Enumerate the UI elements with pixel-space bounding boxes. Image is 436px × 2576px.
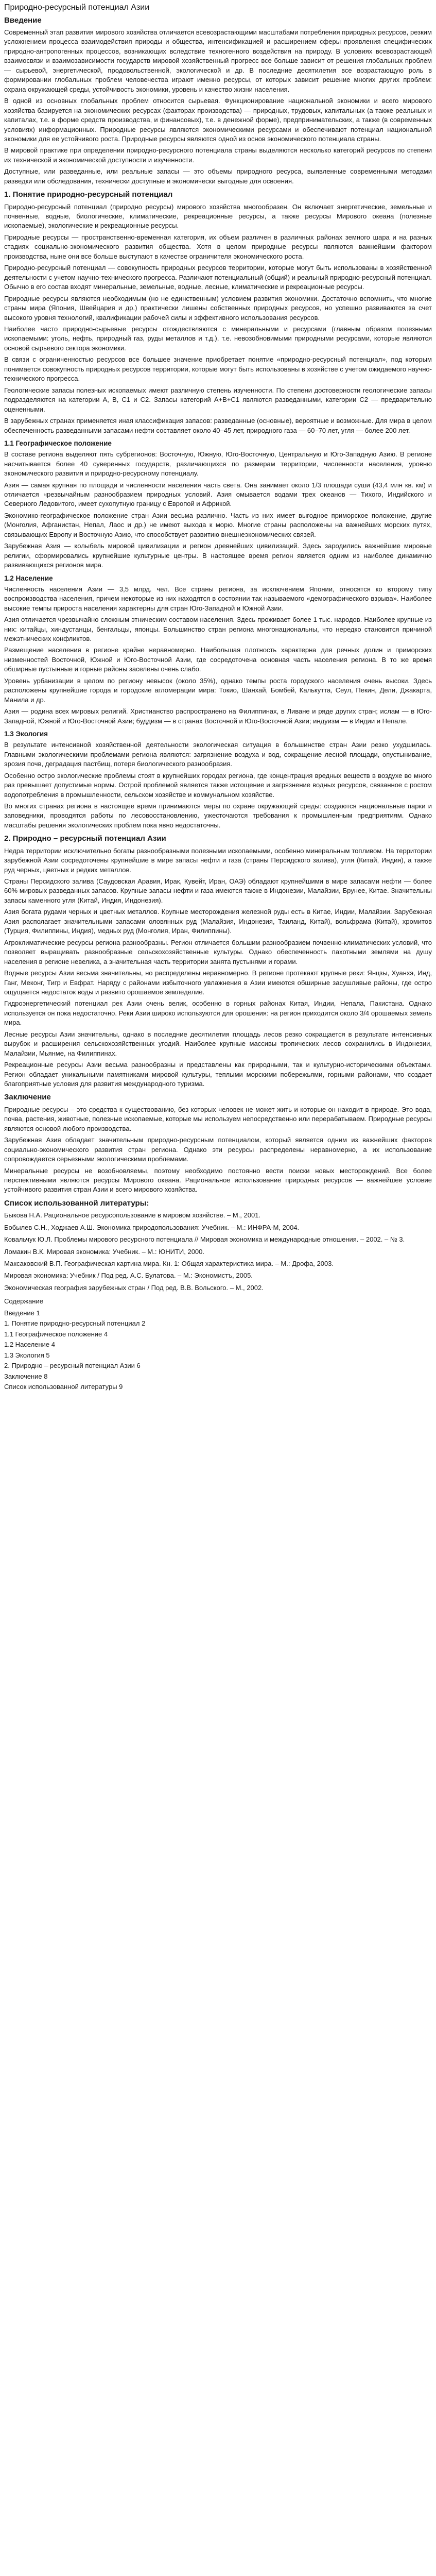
paragraph: Наиболее часто природно-сырьевые ресурсы отождествляются с минеральными и ресурсами (главным образом полезными ископаемыми: уголь, нефть, природный газ, руды металлов и т.д.), т.е. невозобновимыми природными ресурсами, которые являются основой сырьевого сектора экономики. xyxy=(4,325,432,352)
paragraph: Гидроэнергетический потенциал рек Азии очень велик, особенно в горных районах Китая, Индии, Непала, Пакистана. Однако используется он пока недостаточно. Реки Азии широко используются для орошения: на регион приходится около 3/4 орошаемых земель мира. xyxy=(4,999,432,1027)
section-1-2-body xyxy=(4,585,432,726)
toc-item[interactable]: 1.1 Географическое положение 4 xyxy=(4,1330,108,1338)
section-1 xyxy=(4,189,432,435)
section-2-body xyxy=(4,846,432,1089)
literature-heading: Список использованной литературы: xyxy=(4,1198,149,1208)
paragraph: В мировой практике при определении природно-ресурсного потенциала страны выделяются несколько категорий ресурсов по степени их технической и экономической доступности и изученности. xyxy=(4,146,432,164)
toc-heading: Содержание xyxy=(4,1297,43,1306)
paragraph: Азия отличается чрезвычайно сложным этническим составом населения. Здесь проживает более 1 тыс. народов. Наиболее крупные из них: китайцы, хиндустанцы, бенгальцы, японцы. Большинство стран региона многонациональны, что нередко становится причиной межэтнических конфликтов. xyxy=(4,616,432,642)
paragraph: Особенно остро экологические проблемы стоят в крупнейших городах региона, где концентрация вредных веществ в воздухе во много раз превышает допустимые нормы. Острой проблемой является также истощение и загрязнение водных ресурсов, связанное с ростом водопотребления в промышленности, сельском хозяйстве и коммунальном хозяйстве. xyxy=(4,771,432,799)
literature-item: Ломакин В.К. Мировая экономика: Учебник. – М.: ЮНИТИ, 2000. xyxy=(4,1247,204,1256)
literature-item: Ковальчук Ю.Л. Проблемы мирового ресурсного потенциала // Мировая экономика и международные отношения. – 2002. – № 3. xyxy=(4,1235,405,1244)
paragraph: Лесные ресурсы Азии значительны, однако в последние десятилетия площадь лесов резко сокращается в результате интенсивных вырубок и расширения сельскохозяйственных угодий. Наиболее крупные массивы тропических лесов сохранились в Индонезии, Малайзии, Мьянме, на Филиппинах. xyxy=(4,1030,432,1057)
paragraph: Страны Персидского залива (Саудовская Аравия, Ирак, Кувейт, Иран, ОАЭ) обладают крупнейшими в мире запасами нефти — более 60% мировых разведанных запасов. Крупные запасы нефти и газа имеются также в Индонезии, Малайзии, Брунее, Китае. Значительны запасы каменного угля (Китай, Индия, Индонезия). xyxy=(4,877,432,904)
paragraph: Уровень урбанизации в целом по региону невысок (около 35%), однако темпы роста городского населения очень высоки. Здесь расположены крупнейшие города и городские агломерации мира: Токио, Шанхай, Бомбей, Калькутта, Сеул, Пекин, Дели, Джакарта, Манила и др. xyxy=(4,676,432,704)
paragraph: Во многих странах региона в настоящее время принимаются меры по охране окружающей среды: создаются национальные парки и заповедники, проводятся работы по лесовосстановлению, ужесточаются требования к промышленным предприятиям. Однако масштабы решения экологических проблем пока явно недостаточны. xyxy=(4,802,432,829)
conclusion-body xyxy=(4,1105,432,1195)
paragraph: Агроклиматические ресурсы региона разнообразны. Регион отличается большим разнообразием почвенно-климатических условий, что позволяет выращивать разнообразные сельскохозяйственные культуры. Однако обеспеченность пахотными землями на душу населения в регионе невелика, а значительная часть территории занята пустынями и горами. xyxy=(4,938,432,965)
page-title: Природно-ресурсный потенциал Азии xyxy=(4,3,150,12)
toc-item[interactable]: Введение 1 xyxy=(4,1309,40,1317)
toc-item[interactable]: 1.2 Население 4 xyxy=(4,1341,55,1349)
paragraph: Минеральные ресурсы не возобновляемы, поэтому необходимо постоянно вести поиски новых месторождений. Все более перспективными являются ресурсы Мирового океана. Рациональное использование природных ресурсов — важнейшее условие устойчивого развития стран Азии и всего мирового хозяйства. xyxy=(4,1166,432,1194)
section-2-heading: 2. Природно – ресурсный потенциал Азии xyxy=(4,834,166,843)
toc-item[interactable]: 2. Природно – ресурсный потенциал Азии 6 xyxy=(4,1362,141,1370)
conclusion-section xyxy=(4,1092,432,1194)
toc-item[interactable]: Список использованной литературы 9 xyxy=(4,1382,123,1391)
paragraph: Природные ресурсы являются необходимым (но не единственным) условием развития экономики. Достаточно вспомнить, что многие страны мира (Япония, Швейцария и др.) практически лишены собственных природных ресурсов, но успешно развиваются за счет высокого уровня технологий, квалификации рабочей силы и эффективного использования ресурсов. xyxy=(4,294,432,321)
literature-section xyxy=(4,1198,432,1293)
section-1-heading: 1. Понятие природно-ресурсный потенциал xyxy=(4,190,173,199)
paragraph: Азия — самая крупная по площади и численности населения часть света. Она занимает около 1/3 площади суши (43,4 млн кв. км) и отличается чрезвычайным разнообразием природных условий. Азия омывается водами трех океанов — Тихого, Индийского и Северного Ледовитого, имеет сухопутную границу с Европой и Африкой. xyxy=(4,481,432,508)
literature-item: Экономическая география зарубежных стран / Под ред. В.В. Вольского. – М., 2002. xyxy=(4,1283,264,1292)
paragraph: Природно-ресурсный потенциал — совокупность природных ресурсов территории, которые могут быть использованы в хозяйственной деятельности с учетом научно-технического прогресса. Различают потенциальный (общий) и реальный природно-ресурсный потенциал. Обычно в его состав входят минеральные, земельные, водные, лесные, климатические и рекреационные ресурсы. xyxy=(4,264,432,291)
section-1-body xyxy=(4,202,432,435)
paragraph: Размещение населения в регионе крайне неравномерно. Наибольшая плотность характерна для речных долин и приморских низменностей Восточной, Южной и Юго-Восточной Азии, где сосредоточена основная часть населения региона. В то же время обширные пустынные и горные районы заселены очень слабо. xyxy=(4,646,432,673)
section-1-3-body xyxy=(4,740,432,830)
toc-list[interactable] xyxy=(4,1309,432,1392)
conclusion-heading: Заключение xyxy=(4,1093,51,1102)
literature-list xyxy=(4,1211,432,1293)
toc-item[interactable]: Заключение 8 xyxy=(4,1372,48,1380)
paragraph: Доступные, или разведанные, или реальные запасы — это объемы природного ресурса, выявленные современными методами разведки или обследования, технически доступные и экономически выгодные для освоения. xyxy=(4,167,432,185)
section-1-2-heading: 1.2 Население xyxy=(4,574,53,582)
section-1-1 xyxy=(4,438,432,570)
paragraph: Водные ресурсы Азии весьма значительны, но распределены неравномерно. В регионе протекают крупные реки: Янцзы, Хуанхэ, Инд, Ганг, Меконг, Тигр и Евфрат. Наряду с районами избыточного увлажнения в Азии имеются обширные засушливые районы, где остро ощущается недостаток воды и развито орошаемое земледелие. xyxy=(4,969,432,996)
section-2 xyxy=(4,833,432,1089)
paragraph: Природные ресурсы – это средства к существованию, без которых человек не может жить и которые он находит в природе. Это вода, почва, растения, животные, полезные ископаемые, которые мы используем непосредственно или перерабатываем. Природные ресурсы являются основой любого производства. xyxy=(4,1105,432,1132)
section-1-1-heading: 1.1 Географическое положение xyxy=(4,439,112,447)
paragraph: Азия богата рудами черных и цветных металлов. Крупные месторождения железной руды есть в Китае, Индии, Малайзии. Зарубежная Азия располагает значительными запасами оловянных руд (Малайзия, Индонезия, Таиланд, Китай), вольфрама (Китай), хромитов (Турция, Филиппины, Индия), медных руд (Монголия, Иран, Филиппины). xyxy=(4,908,432,935)
paragraph: Геологические запасы полезных ископаемых имеют различную степень изученности. По степени достоверности геологические запасы подразделяются на категории A, B, C1 и C2. Запасы категорий A+B+C1 являются разведанными, категории C2 — предварительно оцененными. xyxy=(4,386,432,413)
paragraph: Численность населения Азии — 3,5 млрд. чел. Все страны региона, за исключением Японии, относятся ко второму типу воспроизводства населения, причем некоторые из них находятся в состоянии так называемого «демографического взрыва». Наиболее высокие темпы прироста населения характерны для стран Юго-Западной и Южной Азии. xyxy=(4,585,432,612)
paragraph: В результате интенсивной хозяйственной деятельности экологическая ситуация в большинстве стран Азии резко ухудшилась. Главными экологическими проблемами региона являются: загрязнение воздуха и вод, сокращение лесной площади, опустынивание, эрозия почв, деградация пастбищ, потеря биологического разнообразия. xyxy=(4,741,432,768)
section-1-1-body xyxy=(4,450,432,570)
section-1-2 xyxy=(4,573,432,726)
intro-section xyxy=(4,15,432,187)
section-1-3-heading: 1.3 Экология xyxy=(4,730,48,738)
paragraph: Рекреационные ресурсы Азии весьма разнообразны и представлены как природными, так и культурно-историческими объектами. Регион обладает уникальными памятниками мировой культуры, теплыми морскими побережьями, горными районами, что создает благоприятные условия для развития международного туризма. xyxy=(4,1061,432,1088)
paragraph: Природные ресурсы — пространственно-временная категория, их объем различен в различных районах земного шара и на разных стадиях социально-экономического развития общества. Хотя в целом природные ресурсы являются важнейшим фактором производства, ныне они все больше выступают в качестве ограничителя экономического роста. xyxy=(4,233,432,260)
paragraph: В связи с ограниченностью ресурсов все большее значение приобретает понятие «природно-ресурсный потенциал», под которым понимается совокупность природных ресурсов территории, которые могут быть использованы в хозяйстве с учетом ожидаемого научно-технического прогресса. xyxy=(4,355,432,383)
intro-body xyxy=(4,28,432,186)
literature-item: Мировая экономика: Учебник / Под ред. А.С. Булатова. – М.: Экономистъ, 2005. xyxy=(4,1272,253,1280)
paragraph: Азия — родина всех мировых религий. Христианство распространено на Филиппинах, в Ливане и ряде других стран; ислам — в Юго-Западной, Южной и Юго-Восточной Азии; буддизм — в странах Восточной и Юго-Восточной Азии; индуизм — в Индии и Непале. xyxy=(4,707,432,725)
paragraph: Современный этап развития мирового хозяйства отличается всевозрастающими масштабами потребления природных ресурсов, резким усложнением процесса взаимодействия природы и общества, интенсификацией и расширением сферы проявления специфических природно-антропогенных процессов, возникающих вследствие техногенного воздействия на природу. В условиях всевозрастающей взаимосвязи и взаимозависимости государств мировой хозяйственный прогресс все больше зависит от решения глобальных проблем — сырьевой, энергетической, продовольственной, экологической и др. В последние десятилетия все возрастающую роль в формировании глобальных проблем человечества играют именно ресурсы, от которых зависит решение многих других проблем: охрана окружающей среды, устойчивость экономики, уровень и качество жизни населения. xyxy=(4,28,432,93)
toc-item[interactable]: 1. Понятие природно-ресурсный потенциал 2 xyxy=(4,1319,146,1328)
intro-heading: Введение xyxy=(4,15,42,25)
paragraph: Зарубежная Азия обладает значительным природно-ресурсным потенциалом, который является одним из важнейших факторов социально-экономического развития стран региона. Однако эти ресурсы распределены неравномерно, а их использование сопровождается серьезными экологическими проблемами. xyxy=(4,1136,432,1163)
paragraph: В зарубежных странах применяется иная классификация запасов: разведанные (основные), вероятные и возможные. Для мира в целом обеспеченность разведанными запасами нефти составляет около 40–45 лет, природного газа — 60–70 лет, угля — более 200 лет. xyxy=(4,417,432,434)
paragraph: В одной из основных глобальных проблем относится сырьевая. Функционирование национальной экономики и всего мирового хозяйства базируется на экономических ресурсах (факторах производства) — природных, трудовых, капитальных (а также реальных и капиталах, т.е. в форме средств производства, и финансовых), т.е. в денежной форме), предпринимательских, а также (в современных условиях) информационных. Природные ресурсы являются экономическими ресурсами и обеспечивают потенциал национальной экономики для ее устойчивого роста. Природные ресурсы являются одной из основ экономического потенциала страны. xyxy=(4,97,432,143)
paragraph: Природно-ресурсный потенциал (природно ресурсы) мирового хозяйства многообразен. Он включает энергетические, земельные и почвенные, водные, биологические, климатические, рекреационные ресурсы, а также ресурсы Мирового океана (полезные ископаемые), экологические и рекреационные ресурсы. xyxy=(4,202,432,230)
toc-item[interactable]: 1.3 Экология 5 xyxy=(4,1351,50,1359)
paragraph: Экономико-географическое положение стран Азии весьма различно. Часть из них имеет выгодное приморское положение, другие (Монголия, Афганистан, Непал, Лаос и др.) не имеют выхода к морю. Многие страны расположены на важнейших морских путях, связывающих Европу и Восточную Азию, что способствует развитию внешнеэкономических связей. xyxy=(4,511,432,538)
literature-item: Бобылев С.Н., Ходжаев А.Ш. Экономика природопользования: Учебник. – М.: ИНФРА-М, 2004. xyxy=(4,1223,300,1231)
literature-item: Быкова Н.А. Рациональное ресурсопользование в мировом хозяйстве. – М., 2001. xyxy=(4,1211,261,1219)
toc-section xyxy=(4,1297,432,1392)
section-1-3 xyxy=(4,729,432,830)
paragraph: В составе региона выделяют пять субрегионов: Восточную, Южную, Юго-Восточную, Центральную и Юго-Западную Азию. В регионе насчитывается более 40 суверенных государств, различающихся по размерам территории, численности населения, уровню экономического развития и природно-ресурсному потенциалу. xyxy=(4,450,432,478)
literature-item: Максаковский В.П. Географическая картина мира. Кн. 1: Общая характеристика мира. – М.: Дрофа, 2003. xyxy=(4,1259,334,1267)
paragraph: Зарубежная Азия — колыбель мировой цивилизации и регион древнейших цивилизаций. Здесь зародились важнейшие мировые религии, сформировались крупнейшие культурные центры. В настоящее время регион является одним из наиболее динамично развивающихся регионов мира. xyxy=(4,542,432,569)
paragraph: Недра территории исключительно богаты разнообразными полезными ископаемыми, особенно минеральным топливом. На территории зарубежной Азии сосредоточены крупнейшие в мире запасы нефти и газа (страны Персидского залива), угля (Китай, Индия), а также руд черных, цветных и редких металлов. xyxy=(4,846,432,874)
